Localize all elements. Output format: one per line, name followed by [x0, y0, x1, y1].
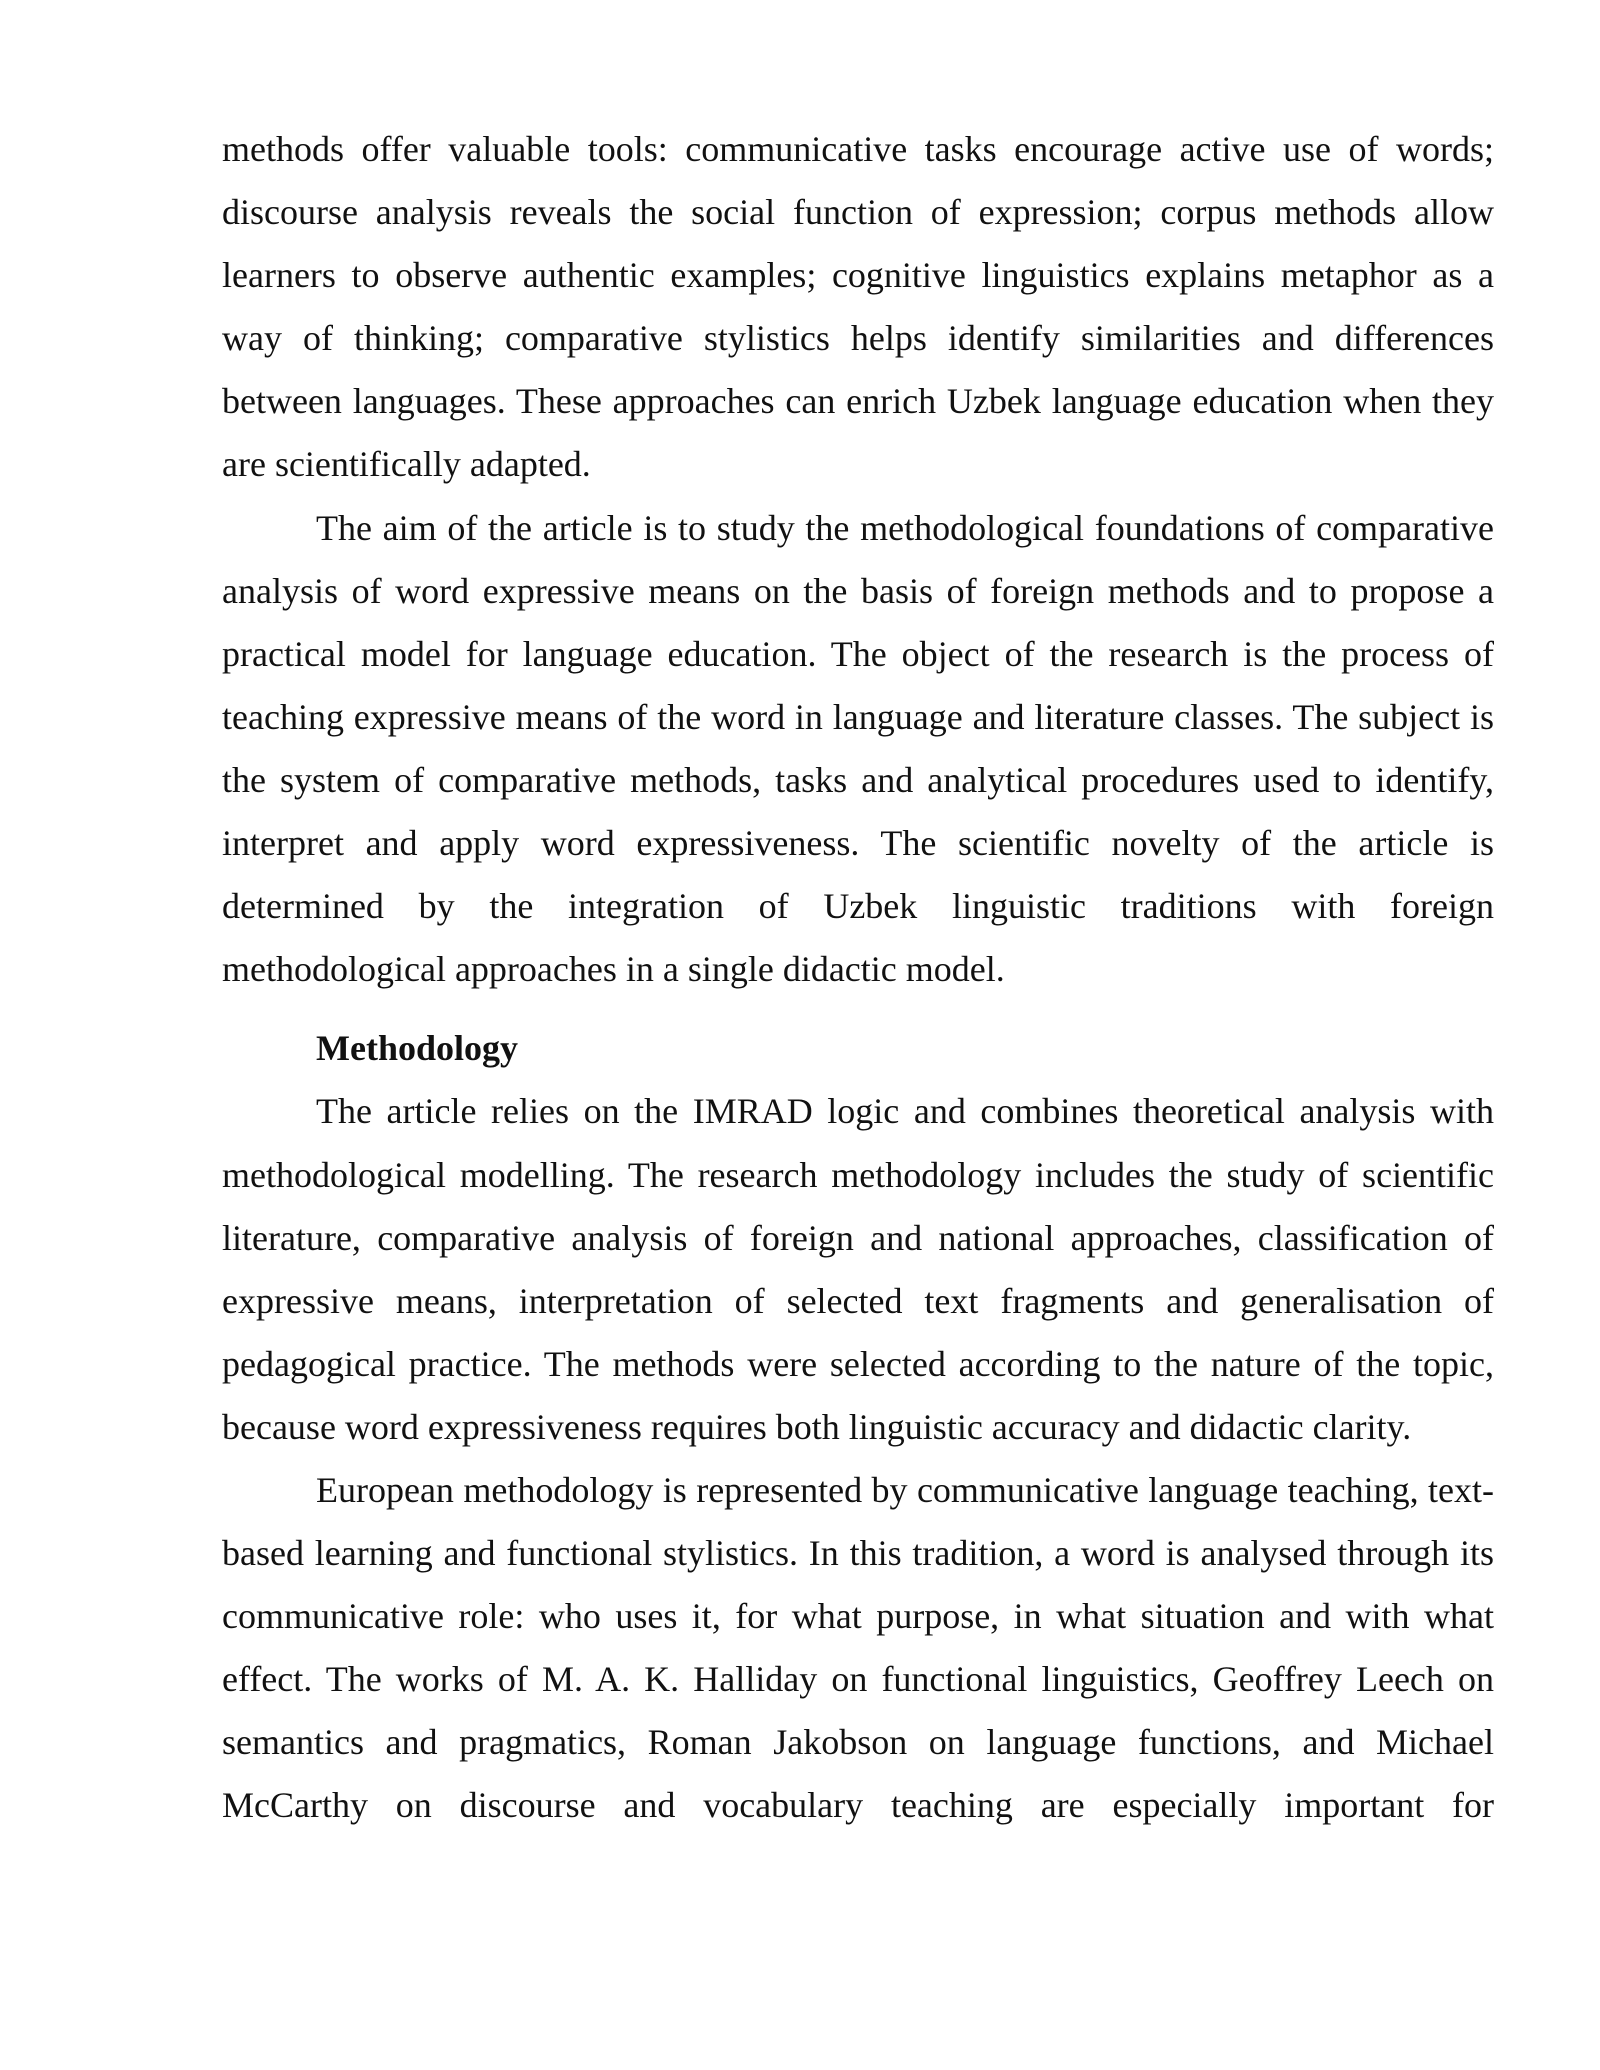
document-body — [222, 118, 1494, 1838]
section-heading-methodology: Methodology — [316, 1028, 518, 1069]
paragraph-methodology: The article relies on the IMRAD logic and combines theoretical analysis with methodological modelling. The research methodology includes the study of scientific literature, comparative analysis of foreign and national approaches, classification of expressive means, interpretation of selected text fragments and generalisation of pedagogical practice. The methods were selected according to the nature of the topic, because word expressiveness requires both linguistic accuracy and didactic clarity. — [222, 1091, 1494, 1447]
paragraph-european-methodology: European methodology is represented by communicative language teaching, text-based learning and functional stylistics. In this tradition, a word is analysed through its communicative role: who uses it, for what purpose, in what situation and with what effect. The works of M. A. K. Halliday on functional linguistics, Geoffrey Leech on semantics and pragmatics, Roman Jakobson on language functions, and Michael McCarthy on discourse and vocabulary teaching are especially important for — [222, 1469, 1494, 1826]
paragraph-aim: The aim of the article is to study the methodological foundations of comparative analysis of word expressive means on the basis of foreign methods and to propose a practical model for language education. The object of the research is the process of teaching expressive means of the word in language and literature classes. The subject is the system of comparative methods, tasks and analytical procedures used to identify, interpret and apply word expressiveness. The scientific novelty of the article is determined by the integration of Uzbek linguistic traditions with foreign methodological approaches in a single didactic model. — [222, 507, 1494, 990]
paragraph-continuation: methods offer valuable tools: communicative tasks encourage active use of words; discourse analysis reveals the social function of expression; corpus methods allow learners to observe authentic examples; cognitive linguistics explains metaphor as a way of thinking; comparative stylistics helps identify similarities and differences between languages. These approaches can enrich Uzbek language education when they are scientifically adapted. — [222, 129, 1494, 485]
